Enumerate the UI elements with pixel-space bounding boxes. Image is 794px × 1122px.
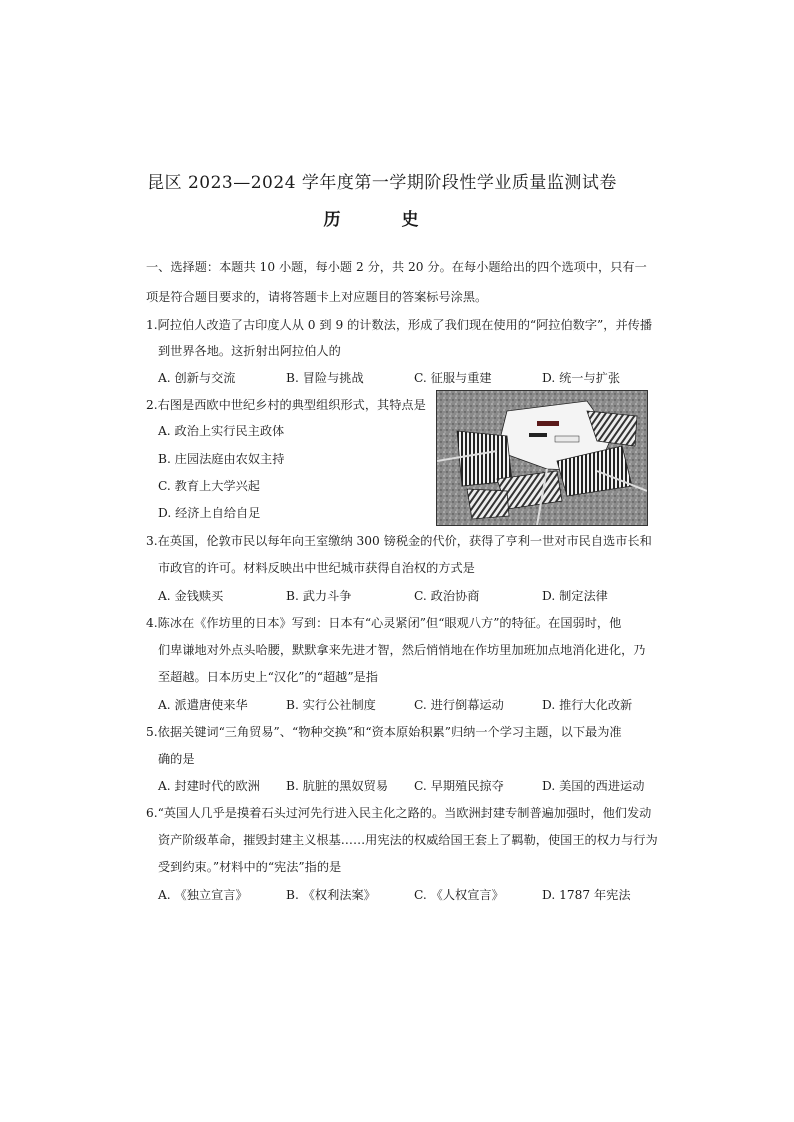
question-1-options xyxy=(158,369,678,386)
question-1-line-1: 1.阿拉伯人改造了古印度人从 0 到 9 的计数法，形成了我们现在使用的“阿拉伯数字”，并传播 xyxy=(146,318,653,332)
question-6-option-c: C. 《人权宣言》 xyxy=(414,888,504,902)
manor-map-figure xyxy=(436,390,648,526)
question-3-option-d: D. 制定法律 xyxy=(542,589,608,603)
exam-title: 昆区 2023—2024 学年度第一学期阶段性学业质量监测试卷 xyxy=(147,173,617,193)
question-4-option-c: C. 进行倒幕运动 xyxy=(414,698,504,712)
question-4-option-b: B. 实行公社制度 xyxy=(286,698,376,712)
question-1-option-a: A. 创新与交流 xyxy=(158,371,236,385)
question-3-options xyxy=(158,587,678,604)
question-6-line-2: 资产阶级革命，摧毁封建主义根基……用宪法的权威给国王套上了羁勒，使国王的权力与行为 xyxy=(158,833,658,847)
question-3-line-1: 3.在英国，伦敦市民以每年向王室缴纳 300 镑税金的代价，获得了亨利一世对市民自选市长和 xyxy=(146,534,652,548)
question-2-line-1: 2.右图是西欧中世纪乡村的典型组织形式，其特点是 xyxy=(146,398,426,412)
question-1-option-c: C. 征服与重建 xyxy=(414,371,492,385)
question-6-option-a: A. 《独立宣言》 xyxy=(158,888,248,902)
question-6-line-3: 受到约束。”材料中的“宪法”指的是 xyxy=(158,860,342,874)
question-4-line-1: 4.陈冰在《作坊里的日本》写到：日本有“心灵紧闭”但“眼观八方”的特征。在国弱时，他 xyxy=(146,616,622,630)
question-2-option-b: B. 庄园法庭由农奴主持 xyxy=(158,452,285,466)
question-4-option-d: D. 推行大化改新 xyxy=(542,698,633,712)
section-instructions-line-2: 项是符合题目要求的，请将答题卡上对应题目的答案标号涂黑。 xyxy=(146,290,488,304)
question-4-line-2: 们卑谦地对外点头哈腰，默默拿来先进才智，然后悄悄地在作坊里加班加点地消化进化，乃 xyxy=(158,643,646,657)
question-3-option-b: B. 武力斗争 xyxy=(286,589,352,603)
question-5-line-2: 确的是 xyxy=(158,752,195,766)
question-3-line-2: 市政官的许可。材料反映出中世纪城市获得自治权的方式是 xyxy=(158,561,475,575)
question-3-option-a: A. 金钱赎买 xyxy=(158,589,224,603)
question-4-line-3: 至超越。日本历史上“汉化”的“超越”是指 xyxy=(158,670,378,684)
question-2-option-c: C. 教育上大学兴起 xyxy=(158,479,260,493)
question-5-option-d: D. 美国的西进运动 xyxy=(542,779,645,793)
question-1-line-2: 到世界各地。这折射出阿拉伯人的 xyxy=(158,344,341,358)
question-4-option-a: A. 派遣唐使来华 xyxy=(158,698,248,712)
question-5-line-1: 5.依据关键词“三角贸易”、“物种交换”和“资本原始积累”归纳一个学习主题，以下最为准 xyxy=(146,725,622,739)
question-6-options xyxy=(158,886,678,903)
question-5-option-b: B. 肮脏的黑奴贸易 xyxy=(286,779,389,793)
question-4-options xyxy=(158,696,678,713)
question-3-option-c: C. 政治协商 xyxy=(414,589,480,603)
section-instructions-line-1: 一、选择题：本题共 10 小题，每小题 2 分，共 20 分。在每小题给出的四个选项中，只有一 xyxy=(146,260,647,274)
question-6-option-b: B. 《权利法案》 xyxy=(286,888,376,902)
question-1-option-d: D. 统一与扩张 xyxy=(542,371,621,385)
exam-subject: 历 史 xyxy=(323,210,441,230)
question-2-option-d: D. 经济上自给自足 xyxy=(158,506,261,520)
question-1-option-b: B. 冒险与挑战 xyxy=(286,371,364,385)
question-6-option-d: D. 1787 年宪法 xyxy=(542,888,631,902)
question-5-options xyxy=(158,777,678,794)
question-5-option-a: A. 封建时代的欧洲 xyxy=(158,779,260,793)
question-6-line-1: 6.“英国人几乎是摸着石头过河先行进入民主化之路的。当欧洲封建专制普遍加强时，他们发动 xyxy=(146,806,652,820)
question-5-option-c: C. 早期殖民掠夺 xyxy=(414,779,504,793)
question-2-option-a: A. 政治上实行民主政体 xyxy=(158,424,285,438)
